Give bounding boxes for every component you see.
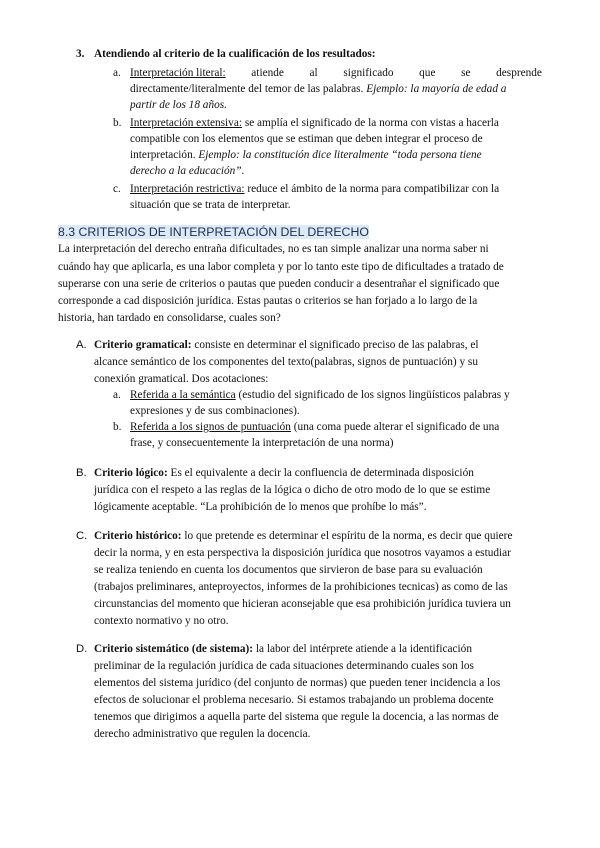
- section-heading-text: 8.3 CRITERIOS DE INTERPRETACIÓN DEL DERECHO: [58, 225, 369, 239]
- criterion-a-term: Criterio gramatical:: [94, 339, 192, 351]
- criterion-a-sub-b-line-1: Referida a los signos de puntuación (una coma puede alterar el significado de una: [130, 421, 500, 433]
- criterion-a-line-3: conexión gramatical. Dos acotaciones:: [94, 373, 269, 385]
- item-3b-line-3: interpretación. Ejemplo: la constitución dice literalmente “toda persona tiene: [130, 149, 482, 161]
- intro-line-2: cuándo hay que aplicarla, es una labor completa y por lo tanto este tipo de dificultades a tratado de: [58, 261, 504, 273]
- semantica-link: Referida a la semántica: [130, 389, 236, 401]
- criterion-b-line-2: jurídica con el respeto a las reglas de la lógica o dicho de otro modo de lo que se estime: [94, 484, 491, 496]
- criterion-a-sub-a-marker: a.: [113, 389, 121, 401]
- criterion-a-marker: A.: [76, 339, 87, 351]
- criterion-c-marker: C.: [76, 530, 88, 542]
- criterion-d-line-5: tenemos que dirigimos a aquella parte del sistema que regule la docencia, a las normas de: [94, 711, 499, 723]
- criterion-d-marker: D.: [76, 643, 88, 655]
- criterion-d-line-6: derecho administrativo que regulen la docencia.: [94, 728, 311, 740]
- item-3c-line-2: situación que se trata de interpretar.: [130, 199, 291, 211]
- criterion-a-sub-a-line-2: expresiones y de sus combinaciones).: [130, 405, 300, 417]
- criterion-c-line-4: (trabajos preliminares, anteproyectos, informes de la prohibiciones tecnicas) as como de las: [94, 581, 508, 593]
- criterion-c-line-6: contexto normativo y no otro.: [94, 615, 229, 627]
- criterion-b-marker: B.: [76, 467, 87, 479]
- criterion-d-line-3: elementos del sistema jurídico (del conjunto de normas) que pueden tener incidencia a los: [94, 677, 501, 689]
- item-3c-marker: c.: [113, 183, 121, 195]
- item-3b-term: Interpretación extensiva:: [130, 117, 242, 129]
- criterion-a-line-1: Criterio gramatical: consiste en determinar el significado preciso de las palabras, el: [94, 339, 479, 351]
- criterion-c-line-5: circunstancias del momento que hicieran aconsejable que esa prohibición jurídica tuviera un: [94, 598, 511, 610]
- item-3b-line-4: derecho a la educación”.: [130, 165, 245, 177]
- intro-line-1: La interpretación del derecho entraña dificultades, no es tan simple analizar una norma saber ni: [58, 243, 489, 255]
- criterion-c-line-1: Criterio histórico: lo que pretende es determinar el espíritu de la norma, es decir que quiere: [94, 530, 513, 542]
- item-3a-term: Interpretación literal:: [130, 67, 226, 79]
- criterion-d-line-4: efectos de solucionar el problema necesario. Si estamos trabajando un problema docente: [94, 694, 494, 706]
- criterion-a-sub-b-marker: b.: [113, 421, 122, 433]
- item-3b-marker: b.: [113, 117, 122, 129]
- criterion-a-sub-b-line-2: frase, y consecuentemente la interpretación de una norma): [130, 437, 394, 449]
- intro-line-5: historia, han tardado en consolidarse, cuales son?: [58, 312, 281, 324]
- criterion-d-line-2: preliminar de la regulación jurídica de cada situaciones determinando cuales son los: [94, 660, 474, 672]
- item-3a-line-1: Interpretación literal: atiende al significado que se desprende: [130, 67, 542, 79]
- criterion-c-line-2: decir la norma, y en esta perspectiva la disposición jurídica que nosotros vayamos a estudiar: [94, 547, 511, 559]
- criterion-c-line-3: se realiza teniendo en cuenta los documentos que sirvieron de base para su evaluación: [94, 564, 483, 576]
- item-3-number: 3.: [76, 48, 85, 60]
- intro-line-4: corresponde a cad disposición jurídica. Estas pautas o criterios se han forjado a lo largo de la: [58, 295, 478, 307]
- item-3a-line-3: partir de los 18 años.: [130, 99, 227, 111]
- item-3a-example: Ejemplo: la mayoría de edad a: [366, 83, 507, 95]
- item-3c-line-1: Interpretación restrictiva: reduce el ámbito de la norma para compatibilizar con la: [130, 183, 500, 195]
- criterion-a-line-2: alcance semántico de los componentes del texto(palabras, signos de puntuación) y su: [94, 356, 478, 368]
- item-3-title: Atendiendo al criterio de la cualificación de los resultados:: [94, 48, 376, 60]
- criterion-b-term: Criterio lógico:: [94, 467, 168, 479]
- criterion-a-sub-a-line-1: Referida a la semántica (estudio del significado de los signos lingüísticos palabras y: [130, 389, 510, 401]
- item-3b-example: Ejemplo: la constitución dice literalmente “toda persona tiene: [198, 149, 482, 161]
- puntuacion-link: Referida a los signos de puntuación: [130, 421, 291, 433]
- intro-line-3: superarse con una serie de criterios o pautas que pueden conducir a desentrañar el significado que: [58, 278, 500, 290]
- criterion-c-term: Criterio histórico:: [94, 530, 182, 542]
- item-3c-term: Interpretación restrictiva:: [130, 183, 245, 195]
- criterion-d-term: Criterio sistemático (de sistema):: [94, 643, 254, 655]
- item-3b-line-2: compatible con los elementos que se estiman que deben integrar el proceso de: [130, 133, 483, 145]
- criterion-b-line-3: lógicamente aceptable. “La prohibición de lo menos que prohíbe lo más”.: [94, 501, 427, 513]
- item-3b-line-1: Interpretación extensiva: se amplía el significado de la norma con vistas a hacerla: [130, 117, 499, 129]
- criterion-b-line-1: Criterio lógico: Es el equivalente a decir la confluencia de determinada disposición: [94, 467, 474, 479]
- section-heading: [58, 224, 369, 241]
- item-3a-line-2: directamente/literalmente del temor de las palabras. Ejemplo: la mayoría de edad a: [130, 83, 507, 95]
- criterion-d-line-1: Criterio sistemático (de sistema): la labor del intérprete atiende a la identificación: [94, 643, 472, 655]
- item-3a-marker: a.: [113, 67, 121, 79]
